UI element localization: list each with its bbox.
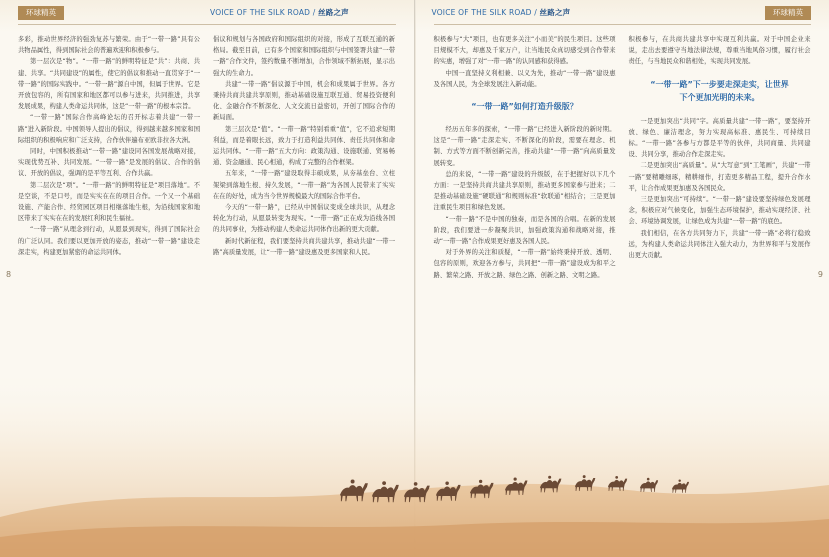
- paragraph: 对于外界的关注和质疑，“一带一路”始终秉持开放、透明、包容的原则，欢迎各方参与，共同把“一带一路”建设成为和平之路、繁荣之路、开放之路、绿色之路、创新之路、文明之路。: [433, 249, 616, 279]
- right-header-rule: [434, 24, 812, 25]
- subheading-line: 下个更加光明的未来。: [679, 92, 760, 102]
- left-page-header: [0, 0, 414, 32]
- paragraph: 五年来，“一带一路”建设取得丰硕成果，从夯基垒台、立柱架梁到落地生根、持久发展，“一带一路”为各国人民带来了实实在在的好处，成为当今世界规模最大的国际合作平台。: [213, 170, 395, 200]
- paragraph: 今天的“一带一路”，已经从中国倡议变成全球共识，从理念转化为行动，从愿景转变为现实。“一带一路”正在成为沿线各国的共同事业，为推动构建人类命运共同体作出新的更大贡献。: [213, 204, 395, 234]
- paragraph: 中国一直坚持义利相兼、以义为先，推动“一带一路”建设惠及各国人民，为全球发展注入新动能。: [433, 69, 616, 88]
- paragraph: 二是更加突出“高质量”。从“大写意”到“工笔画”，共建“一带一路”要精雕细琢，精耕细作，打造更多精品工程，提升合作水平，让合作成果更加惠及各国民众。: [628, 162, 811, 192]
- paragraph: 同时，中国积极推动“一带一路”建设同各国发展战略对接，实现优势互补、共同发展。“一带一路”是发展的倡议、合作的倡议、开放的倡议，强调的是平等互利、合作共赢。: [18, 148, 200, 178]
- paragraph: 积极参与“大”项目，也有更多关注“小而美”的民生项目。这些项目规模不大，却惠及千家万户，让当地民众真切感受到合作带来的实惠，增强了对“一带一路”的认同感和获得感。: [433, 36, 616, 66]
- left-title-en: VOICE OF THE SILK ROAD: [210, 8, 311, 17]
- paragraph: 经历五年多的探索，“一带一路”已经进入新阶段的新时期。这是“一带一路”走深走实、不断深化的阶段，需要在理念、机制、方式等方面不断创新完善，推动共建“一带一路”向高质量发展转变。: [433, 126, 616, 167]
- left-column-2: [213, 34, 395, 258]
- paragraph: “一带一路”从理念到行动，从愿景到现实，得到了国际社会的广泛认同。我们要以更加开放的姿态，推动“一带一路”建设走深走实，构建更加紧密的命运共同体。: [18, 226, 200, 256]
- right-running-title: VOICE OF THE SILK ROAD / 丝路之声: [431, 8, 571, 17]
- paragraph: 第二层次是“项”。“一带一路”的鲜明特征是“项目落地”。不是空谈，不是口号，而是实实在在的项目合作。一个又一个基础设施、产能合作、经贸园区项目相继落地生根，为沿线国家和地区带来了实实在在的发展红利和民生福祉。: [18, 181, 200, 223]
- paragraph: “一带一路”不是中国的独奏，而是各国的合唱。在新的发展阶段，我们要进一步凝聚共识，加强政策沟通和战略对接，推动“一带一路”合作成果更好惠及各国人民。: [433, 215, 616, 246]
- subheading-upgrade: “一带一路”如何打造升级版？: [471, 102, 578, 112]
- subheading-line: “一带一路”下一步要走深走实，让世界: [650, 79, 789, 89]
- left-running-title: VOICE OF THE SILK ROAD / 丝路之声: [210, 8, 349, 17]
- paragraph: 三是更加突出“可持续”。“一带一路”建设要坚持绿色发展理念，积极应对气候变化，加强生态环境保护，推动实现经济、社会、环境协调发展，让绿色成为共建“一带一路”的底色。: [628, 196, 811, 226]
- right-section-tab: 环球精英: [765, 6, 811, 20]
- right-title-cn: 丝路之声: [539, 8, 571, 17]
- right-column-2: [629, 34, 811, 261]
- paragraph: 倡议和规划与各国政府和国际组织的对接，形成了互联互通的新格局。截至目前，已有多个国家和国际组织与中国签署共建“一带一路”合作文件，签约数量不断增加，合作领域不断拓展，显示出强大的生命力。: [213, 36, 395, 77]
- paragraph: 一是更加突出“共同”字。高质量共建“一带一路”，要坚持开放、绿色、廉洁理念，努力实现高标准、惠民生、可持续目标。“一带一路”各参与方都是平等的伙伴，共同商量、共同建设、共同分享，推动合作走深走实。: [628, 117, 811, 159]
- paragraph: “一带一路”国际合作高峰论坛的召开标志着共建“一带一路”进入新阶段。中国领导人提出的倡议，得到越来越多国家和国际组织的积极响应和广泛支持，合作伙伴遍布亚欧非拉各大洲。: [18, 114, 200, 144]
- right-column-1: [434, 34, 616, 281]
- paragraph: 多彩，推动世界经济的强劲复苏与繁荣。由于“一带一路”具有公共物品属性，得到国际社会的普遍欢迎和积极参与。: [18, 36, 200, 55]
- paragraph: 积极参与，在共商共建共享中实现互利共赢。对于中国企业来说，走出去要遵守当地法律法规，尊重当地风俗习惯，履行社会责任，与当地民众和谐相处，实现共同发展。: [628, 36, 811, 66]
- left-column-1: [18, 34, 200, 258]
- right-page-header: [416, 0, 829, 32]
- subheading-next-step: [629, 78, 811, 104]
- right-title-en: VOICE OF THE SILK ROAD: [431, 8, 532, 17]
- paragraph: 总的来说，“一带一路”建设的升级版，在于把握好以下几个方面：一是坚持共商共建共享原则，推动更多国家参与进来；二是推动基础设施“硬联通”和规则标准“软联通”相结合；三是更加注重民生项目和绿色发展。: [433, 170, 616, 212]
- paragraph: 共建“一带一路”倡议源于中国，机会和成果属于世界。各方秉持共商共建共享原则，推动基础设施互联互通、贸易投资便利化、金融合作不断深化、人文交流日益密切，开创了国际合作的新局面。: [213, 80, 395, 122]
- page-number-left: 8: [6, 270, 12, 279]
- page-number-right: 9: [817, 270, 823, 279]
- paragraph: 第三层次是“值”。“一带一路”特别看重“值”，它不追求短期利益，而是着眼长远，致力于打造利益共同体、责任共同体和命运共同体。“一带一路”五大方向：政策沟通、设施联通、贸易畅通、资金融通、民心相通，构成了完整的合作框架。: [213, 125, 395, 167]
- paragraph: 新时代新征程，我们要坚持共商共建共享，推动共建“一带一路”高质量发展，让“一带一路”建设惠及更多国家和人民。: [213, 237, 395, 256]
- left-title-cn: 丝路之声: [318, 8, 349, 17]
- paragraph: 第一层次是“物”。“一带一路”的鲜明特征是“共”：共商、共建、共享。“共同建设”的属性，使它的倡议和推动一直贯穿于“一带一路”的国际实践中。“一带一路”源自中国，但属于世界。它是开放包容的，所有国家和地区都可以参与进来，共同推进，共享发展成果，构建人类命运共同体，这是“一带一路”的根本宗旨。: [18, 58, 200, 111]
- right-page: [415, 0, 829, 557]
- left-header-rule: [18, 24, 396, 25]
- left-section-tab: 环球精英: [18, 6, 64, 20]
- paragraph: 我们相信，在各方共同努力下，共建“一带一路”必将行稳致远，为构建人类命运共同体注入强大动力，为世界和平与发展作出更大贡献。: [628, 229, 811, 260]
